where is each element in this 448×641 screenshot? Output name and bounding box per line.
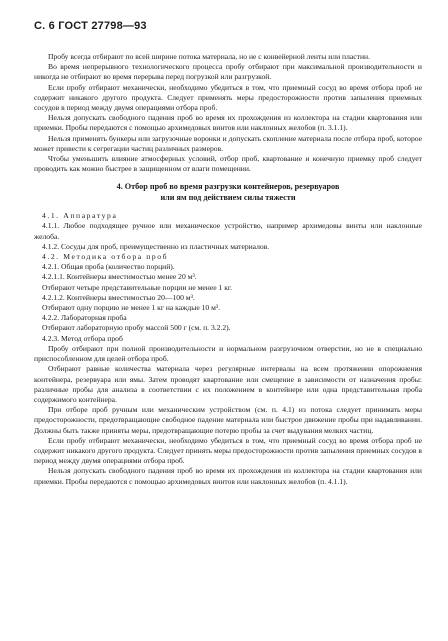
- paragraph: При отборе проб ручным или механическим устройством (см. п. 4.1) из потока следует принимать меры предосторожности, предотвращающие свободное падение материала или быстрое движение пробы при надавливании. Должны быть также приняты меры, предотвращающие потерю пробы за счет выдувания мелких частиц.: [34, 405, 422, 435]
- paragraph: Если пробу отбирают механически, необходимо убедиться в том, что приемный сосуд во время отбора проб не содержит никакого другого продукта. Следует применять меры предосторожности против запыления приемных сосудов в период между двумя операциями отбора проб.: [34, 82, 422, 113]
- clause: Отбирают одну порцию не менее 1 кг на каждые 10 м³.: [42, 303, 221, 313]
- paragraph: Нельзя применять бункеры или загрузочные воронки и допускать скопление материала после отбора проб, которое может привести к сегрегации частиц различных размеров.: [34, 133, 422, 153]
- document-body: [34, 52, 422, 487]
- clause: 4.1.2. Сосуды для проб, преимущественно из пластичных материалов.: [42, 241, 270, 251]
- paragraph: Чтобы уменьшить влияние атмосферных условий, отбор проб, квартование и конечную приемку проб следует проводить как можно быстрее в защищенном от влаги помещении.: [34, 154, 422, 174]
- page-header: С. 6 ГОСТ 27798—93: [34, 20, 147, 32]
- section-heading-line-1: 4. Отбор проб во время разгрузки контейнеров, резервуаров: [116, 182, 340, 192]
- paragraph: Во время непрерывного технологического процесса пробу отбирают при максимальной производительности и никогда не отбирают во время перерыва перед погрузкой или разгрузкой.: [34, 62, 422, 82]
- subsection-heading: 4.1. Аппаратура: [42, 211, 118, 221]
- section-heading-line-2: или ям под действием силы тяжести: [160, 192, 296, 202]
- clause: 4.2.3. Метод отбора проб: [42, 333, 123, 343]
- paragraph: Если пробу отбирают механически, необходимо убедиться в том, что приемный сосуд во время отбора проб не содержит никакого другого продукта. Следует принять меры предосторожности против запыления приемных сосудов в период между двумя операциями отбора проб.: [34, 435, 422, 466]
- subsection-heading: 4.2. Методика отбора проб: [42, 252, 169, 262]
- clause: Отбирают четыре представительные порции не менее 1 кг.: [42, 282, 233, 292]
- paragraph: Пробу отбирают при полной производительности и нормальном разгрузочном отверстии, но не в специально приспособленном для целей отбора проб.: [34, 343, 422, 364]
- clause: 4.2.2. Лабораторная проба: [42, 313, 127, 323]
- paragraph: Нельзя допускать свободного падения проб во время их прохождения из коллектора на стадии квартования или приемки. Пробы передаются с помощью архимедовых винтов или наклонных желобов (п. 3.1.1).: [34, 113, 422, 133]
- clause: Отбирают лабораторную пробу массой 500 г (см. п. 3.2.2).: [42, 323, 231, 333]
- clause: 4.2.1.2. Контейнеры вместимостью 20—100 м³.: [42, 292, 195, 302]
- section-heading: [34, 182, 422, 203]
- paragraph: Пробу всегда отбирают по всей ширине потока материала, но не с конвейерной ленты или пластин.: [48, 52, 370, 61]
- clause: 4.2.1.1. Контейнеры вместимостью менее 20 м³.: [42, 272, 197, 282]
- paragraph: Отбирают равные количества материала через регулярные интервалы на всем протяжении опорожнения контейнера, резервуара или ямы. Затем проводят квартование или смещение в зависимости от назначения пробы: различные пробы для анализа в соответствии с их положением в контейнере или одна представительная проба содержимого контейнера.: [34, 364, 422, 404]
- clause: 4.2.1. Общая проба (количество порций).: [42, 262, 175, 272]
- clause: 4.1.1. Любое подходящее ручное или механическое устройство, например архимедовы винты или наклонные желоба.: [34, 221, 422, 241]
- paragraph: Нельзя допускать свободного падения проб во время их прохождения из коллектора на стадии квартования или приемки. Пробы передаются с помощью архимедовых винтов или наклонных желобов (п. 4.1.1).: [34, 466, 422, 486]
